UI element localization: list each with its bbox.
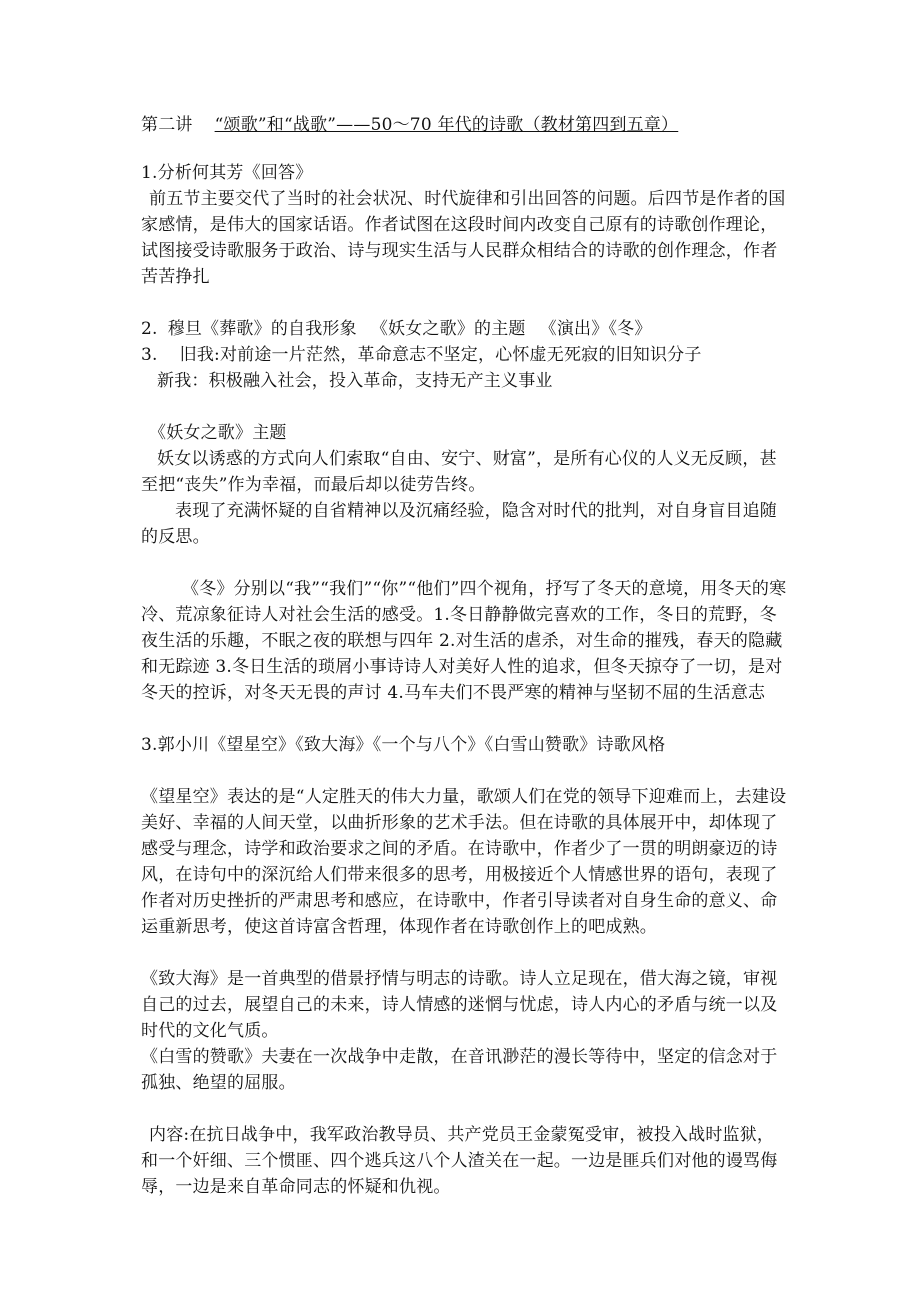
dong-body: 《冬》分别以“我”“我们”“你”“他们”四个视角，抒写了冬天的意境，用冬天的寒冷、荒凉象征诗人对社会生活的感受。1.冬日静静做完喜欢的工作，冬日的荒野，冬夜生活的乐趣，不眠之夜的联想与四年 2.对生活的虐杀，对生命的摧残，春天的隐藏和无踪迹 3.冬日生活的琐屑小事诗诗人对美好人性的追求，但冬天掠夺了一切，是对冬天的控诉，对冬天无畏的声讨 4.马车夫们不畏严寒的精神与坚韧不屈的生活意志 [141,579,787,703]
yaonv-body-2: 表现了充满怀疑的自省精神以及沉痛经验，隐含对时代的批判，对自身盲目追随的反思。 [141,501,777,547]
section1-heading: 1.分析何其芳《回答》 [141,163,313,183]
baixue-paragraph: 《白雪的赞歌》夫妻在一次战争中走散，在音讯渺茫的漫长等待中，坚定的信念对于孤独、绝望的屈服。 [141,1047,778,1093]
wangxingkong-paragraph: 《望星空》表达的是“人定胜天的伟大力量，歌颂人们在党的领导下迎难而上，去建设美好、幸福的人间天堂，以曲折形象的艺术手法。但在诗歌的具体展开中，却体现了感受与理念，诗学和政治要求之间的矛盾。在诗歌中，作者少了一贯的明朗豪迈的诗风，在诗句中的深沉给人们带来很多的思考，用极接近个人情感世界的语句，表现了作者对历史挫折的严肃思考和感应，在诗歌中，作者引导读者对自身生命的意义、命运重新思考，使这首诗富含哲理，体现作者在诗歌创作上的吧成熟。 [141,787,787,937]
section1-body: 前五节主要交代了当时的社会状况、时代旋律和引出回答的问题。后四节是作者的国家感情，是伟大的国家话语。作者试图在这段时间内改变自己原有的诗歌创作理论，试图接受诗歌服务于政治、诗与现实生活与人民群众相结合的诗歌的创作理念，作者苦苦挣扎 [141,189,786,287]
lecture-title [141,112,791,138]
section2-topic-2: 《妖女之歌》的主题 [370,319,526,339]
old-self-line [141,342,791,368]
zhidahai-paragraph: 《致大海》是一首典型的借景抒情与明志的诗歌。诗人立足现在，借大海之镜，审视自己的过去，展望自己的未来，诗人情感的迷惘与忧虑，诗人内心的矛盾与统一以及时代的文化气质。 [141,969,778,1041]
old-self-text: 旧我:对前途一片茫然，革命意志不坚定，心怀虚无死寂的旧知识分子 [179,345,702,365]
neirong-paragraph: 内容:在抗日战争中，我军政治教导员、共产党员王金蒙冤受审，被投入战时监狱，和一个奸细、三个惯匪、四个逃兵这八个人渣关在一起。一边是匪兵们对他的谩骂侮辱，一边是来自革命同志的怀疑和仇视。 [141,1125,778,1197]
lecture-number: 第二讲 [141,115,193,135]
section2-topic-1: 穆旦《葬歌》的自我形象 [167,319,357,339]
section2-heading [141,316,791,342]
section3-heading: 3.郭小川《望星空》《致大海》《一个与八个》《白雪山赞歌》诗歌风格 [141,735,666,755]
section2-number: 2. [141,319,158,339]
document-page [141,112,791,1200]
section2-topic-3: 《演出》《冬》 [539,319,652,339]
yaonv-body: 妖女以诱惑的方式向人们索取“自由、安宁、财富”，是所有心仪的人义无反顾，甚至把“丧失”作为幸福，而最后却以徒劳告终。 [141,449,777,495]
lecture-topic: “颂歌”和“战歌”——50～70 年代的诗歌（教材第四到五章） [214,115,679,135]
yaonv-heading: 《妖女之歌》主题 [149,423,287,443]
new-self-text: 新我：积极融入社会，投入革命，支持无产主义事业 [157,371,553,391]
item3-number: 3. [141,345,158,365]
